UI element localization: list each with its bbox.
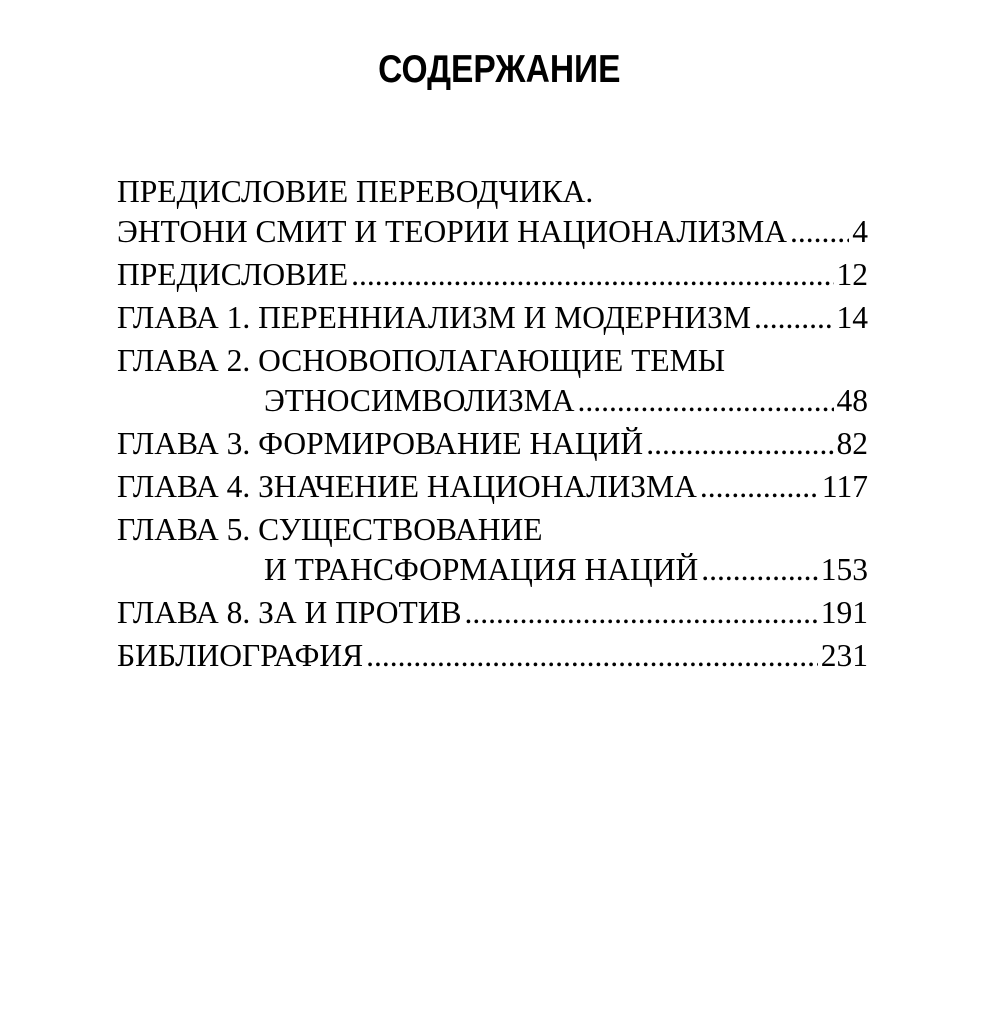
toc-page-number: 82 [836,426,868,461]
toc-entry-title: ГЛАВА 2. ОСНОВОПОЛАГАЮЩИЕ ТЕМЫ [117,343,726,378]
toc-page-number: 153 [820,552,868,587]
toc-entry-title: ЭТНОСИМВОЛИЗМА [264,383,575,418]
toc-entry-title: БИБЛИОГРАФИЯ [117,638,364,673]
toc-page-number: 4 [852,214,868,249]
toc-entry-title: ГЛАВА 3. ФОРМИРОВАНИЕ НАЦИЙ [117,426,644,461]
toc-entry-title: ГЛАВА 1. ПЕРЕННИАЛИЗМ И МОДЕРНИЗМ [117,300,751,335]
dot-leader [754,298,834,338]
toc-page-number: 231 [820,638,868,673]
toc-entry-chapter-2[interactable] [117,341,868,421]
dot-leader [351,255,833,295]
dot-leader [701,550,817,590]
toc-entry-chapter-1[interactable] [117,298,868,338]
table-of-contents [117,172,868,679]
toc-entry-translator-preface[interactable] [117,172,868,252]
dot-leader [646,424,833,464]
toc-page-number: 191 [820,595,868,630]
dot-leader [465,593,818,633]
toc-entry-title: ГЛАВА 4. ЗНАЧЕНИЕ НАЦИОНАЛИЗМА [117,469,697,504]
dot-leader [366,636,818,676]
toc-page-number: 12 [836,257,868,292]
toc-entry-title: ПРЕДИСЛОВИЕ ПЕРЕВОДЧИКА. [117,174,594,209]
toc-entry-title: ЭНТОНИ СМИТ И ТЕОРИИ НАЦИОНАЛИЗМА [117,214,788,249]
toc-entry-chapter-5[interactable] [117,510,868,590]
toc-page-number: 117 [821,469,868,504]
toc-entry-title: ПРЕДИСЛОВИЕ [117,257,349,292]
toc-entry-chapter-8[interactable] [117,593,868,633]
toc-entry-preface[interactable] [117,255,868,295]
toc-entry-title: ГЛАВА 8. ЗА И ПРОТИВ [117,595,462,630]
toc-page-number: 14 [836,300,868,335]
toc-entry-title: И ТРАНСФОРМАЦИЯ НАЦИЙ [264,552,699,587]
toc-entry-chapter-3[interactable] [117,424,868,464]
toc-entry-bibliography[interactable] [117,636,868,676]
page-title: СОДЕРЖАНИЕ [378,48,621,91]
toc-page-number: 48 [836,383,868,418]
dot-leader [578,381,834,421]
dot-leader [790,212,849,252]
dot-leader [700,467,819,507]
toc-entry-chapter-4[interactable] [117,467,868,507]
toc-entry-title: ГЛАВА 5. СУЩЕСТВОВАНИЕ [117,512,543,547]
